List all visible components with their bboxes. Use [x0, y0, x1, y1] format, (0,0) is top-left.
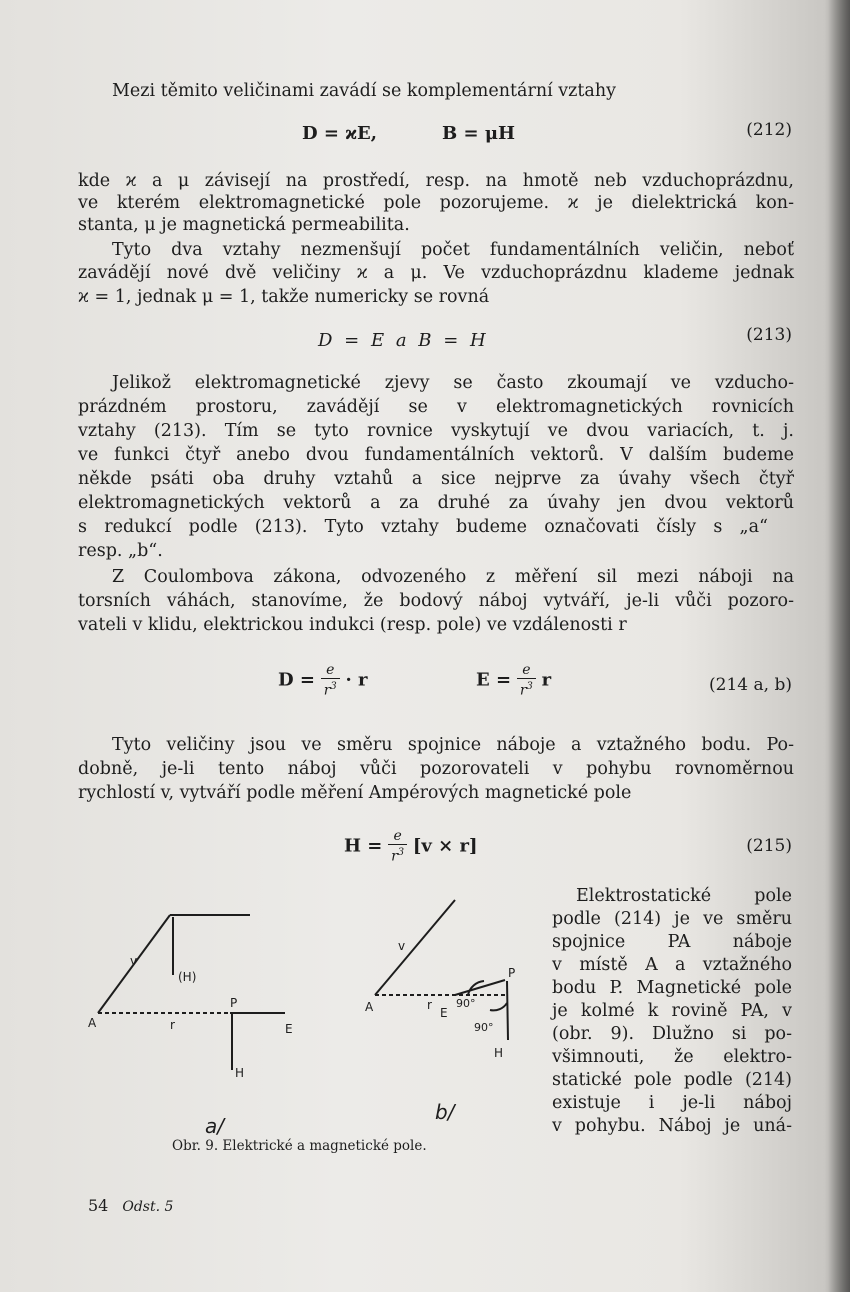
text-line: v pohybu. Náboj je uná-	[552, 1116, 792, 1136]
svg-text:v: v	[130, 954, 138, 968]
text-line: torsních váhách, stanovíme, že bodový náboj vytváří, je-li vůči pozoro-	[78, 591, 794, 611]
svg-text:90°: 90°	[456, 997, 476, 1010]
svg-text:(H): (H)	[178, 970, 197, 984]
equation-number-213: (213)	[746, 325, 792, 345]
svg-text:H: H	[235, 1066, 245, 1080]
text-line: spojnice PA náboje	[552, 932, 792, 952]
equation-212-left: D = ϰE,	[302, 123, 377, 144]
svg-text:a/: a/	[205, 1114, 224, 1135]
text-line: vateli v klidu, elektrickou indukci (resp. pole) ve vzdálenosti r	[78, 615, 627, 635]
text-line: zavádějí nové dvě veličiny ϰ a μ. Ve vzduchoprázdnu klademe jednak	[78, 263, 794, 283]
text-line: všimnouti, že elektro-	[552, 1047, 792, 1067]
text-line: podle (214) je ve směru	[552, 909, 792, 929]
text-line: Z Coulombova zákona, odvozeného z měření sil mezi náboji na	[112, 567, 794, 587]
equation-214b: E = $\frac{e}{r^3}$ r	[476, 662, 552, 699]
text-line: Jelikož elektromagnetické zjevy se často zkoumají ve vzducho-	[112, 373, 794, 393]
fraction: $\frac{e}{r^3}$	[388, 828, 407, 865]
figure-9	[80, 885, 530, 1135]
text-line: v místě A a vztažného	[552, 955, 792, 975]
svg-text:v: v	[398, 939, 406, 953]
equation-number-214: (214 a, b)	[709, 675, 792, 695]
svg-text:r: r	[170, 1018, 175, 1032]
text-line: Tyto dva vztahy nezmenšují počet fundamentálních veličin, neboť	[112, 240, 794, 260]
text-line: vztahy (213). Tím se tyto rovnice vyskytují ve dvou variacích, t. j.	[78, 421, 794, 441]
text-line: (obr. 9). Dlužno si po-	[552, 1024, 792, 1044]
figure-labels	[88, 939, 515, 1135]
page-edge-shadow	[828, 0, 850, 1292]
fraction: $\frac{e}{r^3}$	[321, 662, 340, 699]
fraction: $\frac{e}{r^3}$	[517, 662, 536, 699]
text-line: Mezi těmito veličinami zavádí se komplementární vztahy	[112, 81, 616, 101]
equation-214a: D = $\frac{e}{r^3}$ · r	[278, 662, 368, 699]
line-b-v	[375, 900, 455, 995]
text-line: resp. „b“.	[78, 541, 163, 561]
text-line: rychlostí v, vytváří podle měření Ampérových magnetické pole	[78, 783, 632, 803]
equation-212-right: B = μH	[442, 123, 516, 144]
svg-text:E: E	[440, 1006, 448, 1020]
svg-text:P: P	[508, 966, 516, 980]
page-number: 54	[88, 1196, 109, 1215]
svg-text:90°: 90°	[474, 1021, 494, 1034]
svg-text:b/: b/	[435, 1100, 455, 1124]
text-line: existuje i je-li náboj	[552, 1093, 792, 1113]
text-line: někde psáti oba druhy vztahů a sice nejprve za úvahy všech čtyř	[78, 469, 794, 489]
text-line: dobně, je-li tento náboj vůči pozorovateli v pohybu rovnoměrnou	[78, 759, 794, 779]
text-line: Tyto veličiny jsou ve směru spojnice náboje a vztažného bodu. Po-	[112, 735, 794, 755]
text-line: ve funkci čtyř anebo dvou fundamentálních vektorů. V dalším budeme	[78, 445, 794, 465]
text-line: bodu P. Magnetické pole	[552, 978, 792, 998]
equation-number-215: (215)	[746, 836, 792, 856]
figure-caption: Obr. 9. Elektrické a magnetické pole.	[172, 1138, 427, 1154]
text-line: ϰ = 1, jednak μ = 1, takže numericky se rovná	[78, 287, 490, 307]
equation-215: H = $\frac{e}{r^3}$ [v × r]	[344, 828, 478, 865]
svg-text:E: E	[285, 1022, 293, 1036]
text-line: Elektrostatické pole	[576, 886, 792, 906]
svg-text:A: A	[88, 1016, 97, 1030]
svg-text:A: A	[365, 1000, 374, 1014]
text-line: je kolmé k rovině PA, v	[552, 1001, 792, 1021]
text-line: s redukcí podle (213). Tyto vztahy budeme označovati čísly s „a“	[78, 517, 768, 537]
figure-a-diagram	[98, 915, 285, 1070]
line-b-h	[507, 981, 508, 1040]
text-line: ve kterém elektromagnetické pole pozorujeme. ϰ je dielektrická kon-	[78, 193, 794, 213]
text-line: statické pole podle (214)	[552, 1070, 792, 1090]
equation-number-212: (212)	[746, 120, 792, 140]
text-line: elektromagnetických vektorů a za druhé za úvahy jen dvou vektorů	[78, 493, 794, 513]
text-line: stanta, μ je magnetická permeabilita.	[78, 215, 410, 235]
svg-text:r: r	[427, 998, 432, 1012]
svg-text:P: P	[230, 996, 238, 1010]
section-label: Odst. 5	[122, 1199, 174, 1215]
svg-text:H: H	[494, 1046, 504, 1060]
angle-arc-2	[490, 1003, 507, 1010]
text-line: kde ϰ a μ závisejí na prostředí, resp. na hmotě neb vzduchoprázdnu,	[78, 171, 794, 191]
equation-213: D = E a B = H	[318, 330, 486, 351]
page-footer	[88, 1196, 173, 1215]
text-line: prázdném prostoru, zavádějí se v elektromagnetických rovnicích	[78, 397, 794, 417]
